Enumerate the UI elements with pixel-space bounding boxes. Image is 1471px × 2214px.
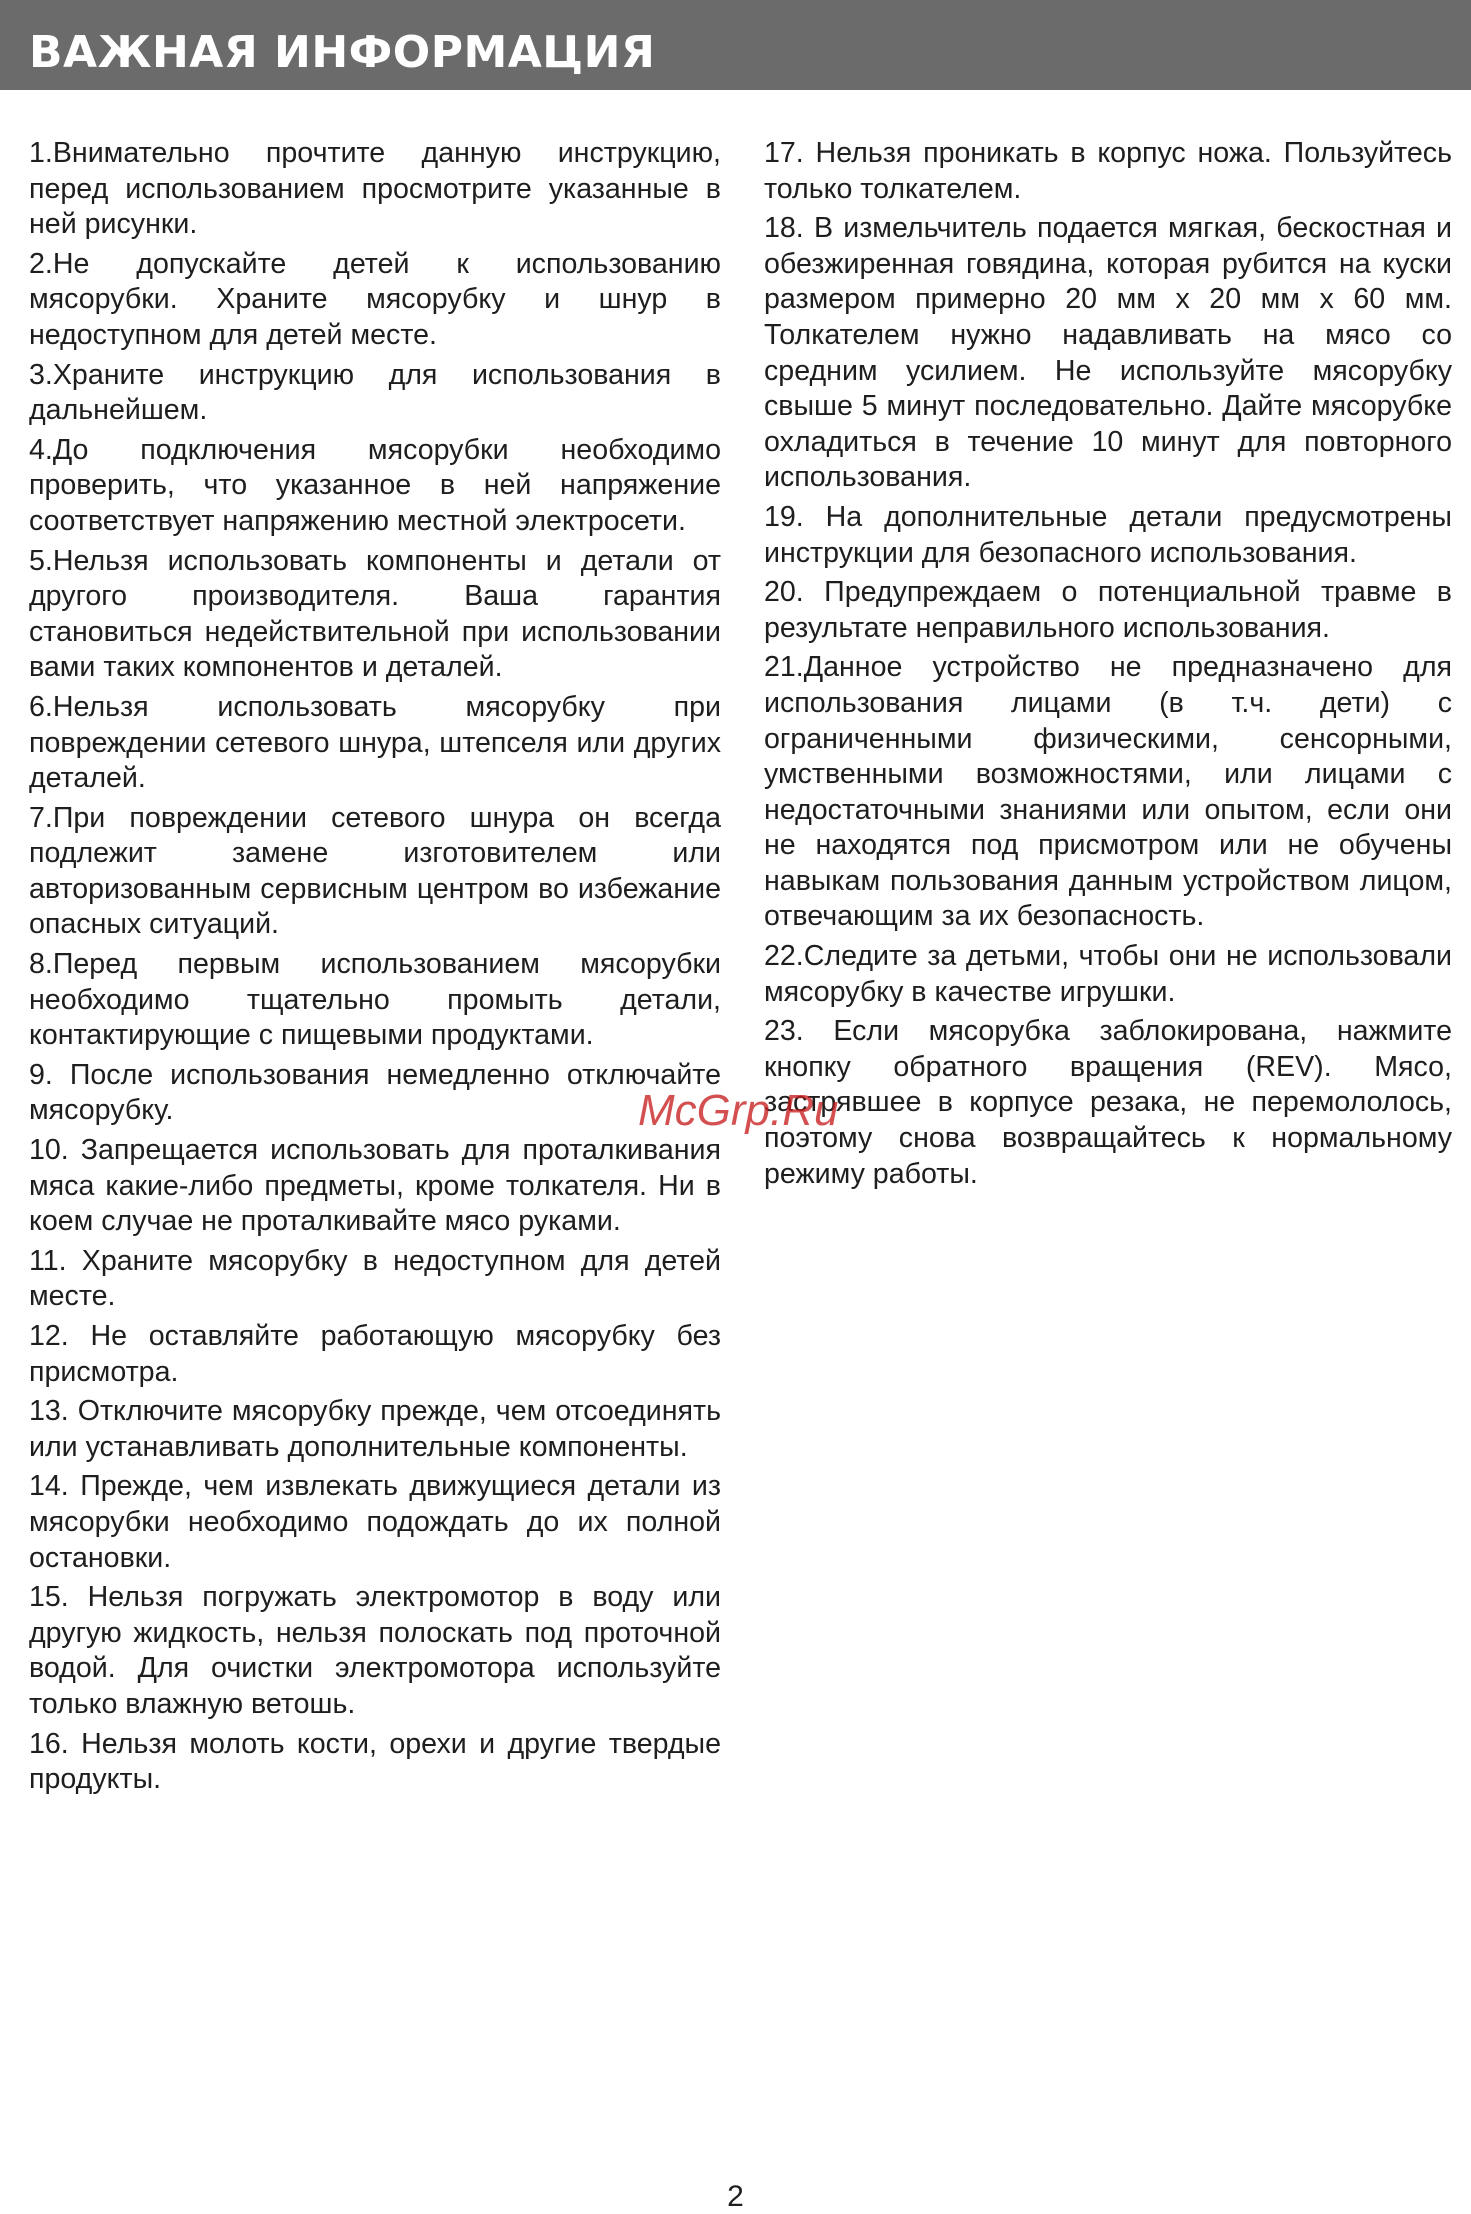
- instruction-item-12: 12. Не оставляйте работающую мясорубку без присмотра.: [29, 1320, 721, 1388]
- instruction-item-3: 3.Храните инструкцию для использования в дальнейшем.: [29, 358, 721, 427]
- watermark-text: McGrp.Ru: [638, 1086, 839, 1135]
- instruction-item-13: 13. Отключите мясорубку прежде, чем отсоединять или устанавливать дополнительные компоненты.: [29, 1395, 721, 1463]
- instruction-item-4: 4.До подключения мясорубки необходимо проверить, что указанное в ней напряжение соответствует напряжению местной электросети.: [29, 433, 721, 537]
- instruction-item-20: 20. Предупреждаем о потенциальной травме в результате неправильного использования.: [764, 576, 1452, 644]
- instruction-item-2: 2.Не допускайте детей к использованию мясорубки. Храните мясорубку и шнур в недоступном для детей месте.: [29, 247, 721, 351]
- page-title: ВАЖНАЯ ИНФОРМАЦИЯ: [29, 27, 656, 78]
- instruction-item-14: 14. Прежде, чем извлекать движущиеся детали из мясорубки необходимо подождать до их полной остановки.: [29, 1470, 721, 1574]
- instruction-item-11: 11. Храните мясорубку в недоступном для детей месте.: [29, 1244, 721, 1313]
- instruction-item-9: 9. После использования немедленно отключайте мясорубку.: [29, 1058, 721, 1127]
- instruction-item-15: 15. Нельзя погружать электромотор в воду или другую жидкость, нельзя полоскать под проточной водой. Для очистки электромотора используйте только влажную ветошь.: [29, 1581, 721, 1720]
- instruction-item-16: 16. Нельзя молоть кости, орехи и другие твердые продукты.: [29, 1727, 721, 1796]
- left-column: [29, 136, 721, 1802]
- instruction-item-5: 5.Нельзя использовать компоненты и детали от другого производителя. Ваша гарантия становиться недействительной при использовании вами таких компонентов и деталей.: [29, 544, 721, 684]
- instruction-item-7: 7.При повреждении сетевого шнура он всегда подлежит замене изготовителем или авторизованным сервисным центром во избежание опасных ситуаций.: [29, 801, 721, 941]
- header-bar: [0, 0, 1471, 90]
- instruction-item-17: 17. Нельзя проникать в корпус ножа. Пользуйтесь только толкателем.: [764, 137, 1452, 205]
- instruction-item-6: 6.Нельзя использовать мясорубку при повреждении сетевого шнура, штепселя или других деталей.: [29, 690, 721, 795]
- instruction-item-21: 21.Данное устройство не предназначено для использования лицами (в т.ч. дети) с ограниченными физическими, сенсорными, умственными возможностями, или лицами с недостаточными знаниями или опытом, если они не находятся под присмотром или не обучены навыкам пользования данным устройством лицом, отвечающим за их безопасность.: [764, 651, 1452, 933]
- instruction-item-19: 19. На дополнительные детали предусмотрены инструкции для безопасного использования.: [764, 500, 1452, 569]
- instruction-item-23: 23. Если мясорубка заблокирована, нажмите кнопку обратного вращения (REV). Мясо, застрявшее в корпусе резака, не перемололось, поэтому снова возвращайтесь к нормальному режиму работы.: [764, 1015, 1452, 1190]
- instruction-item-8: 8.Перед первым использованием мясорубки необходимо тщательно промыть детали, контактирующие с пищевыми продуктами.: [29, 948, 721, 1052]
- instruction-item-1: 1.Внимательно прочтите данную инструкцию, перед использованием просмотрите указанные в ней рисунки.: [29, 137, 721, 241]
- page-number: 2: [727, 2180, 744, 2213]
- instruction-item-10: 10. Запрещается использовать для проталкивания мяса какие-либо предметы, кроме толкателя. Ни в коем случае не проталкивайте мясо руками.: [29, 1134, 721, 1238]
- instruction-item-18: 18. В измельчитель подается мягкая, бескостная и обезжиренная говядина, которая рубится на куски размером примерно 20 мм х 20 мм х 60 мм. Толкателем нужно надавливать на мясо со средним усилием. Не используйте мясорубку свыше 5 минут последовательно. Дайте мясорубке охладиться в течение 10 минут для повторного использования.: [764, 212, 1452, 494]
- right-column: [764, 136, 1452, 1196]
- instruction-item-22: 22.Следите за детьми, чтобы они не использовали мясорубку в качестве игрушки.: [764, 940, 1452, 1008]
